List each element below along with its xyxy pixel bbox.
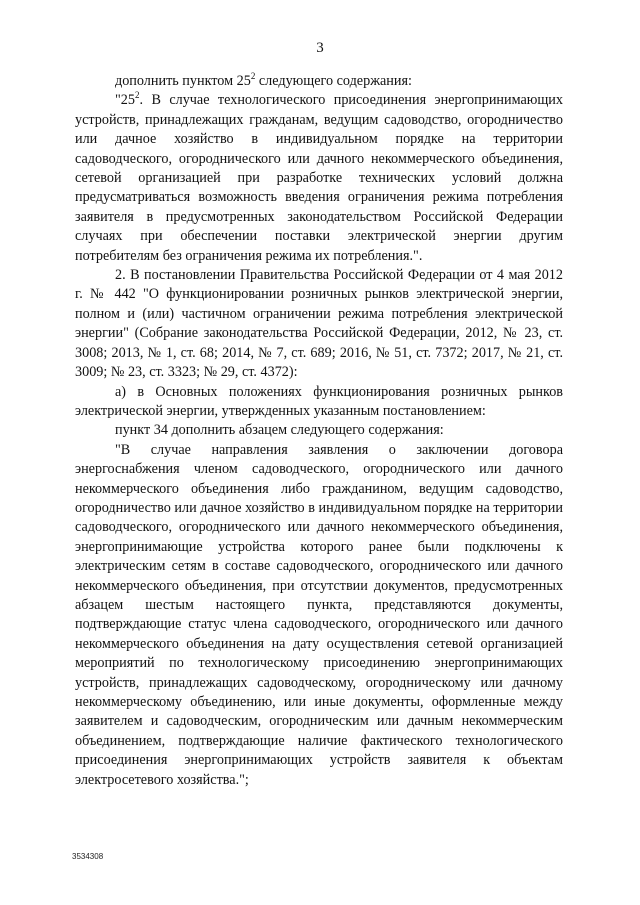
paragraph-subitem-a: а) в Основных положениях функционирования розничных рынков электрической энергии, утвержденных указанным постановлением: bbox=[75, 383, 563, 419]
document-body bbox=[75, 72, 563, 790]
page-number: 3 bbox=[316, 40, 324, 56]
clause-number: "25 bbox=[115, 92, 135, 109]
paragraph-clause-25-2 bbox=[75, 91, 563, 266]
paragraph-amend-intro bbox=[75, 72, 563, 91]
paragraph-point-34: пункт 34 дополнить абзацем следующего содержания: bbox=[115, 422, 444, 439]
document-code: 3534308 bbox=[72, 852, 104, 861]
paragraph-item-2: 2. В постановлении Правительства Российской Федерации от 4 мая 2012 г. № 442 "О функционировании розничных рынков электрической энергии, полном и (или) частичном ограничении режима потребления электрической энергии" (Собрание законодательства Российской Федерации, 2012, № 23, ст. 3008; 2013, № 1, ст. 68; 2014, № 7, ст. 689; 2016, № 51, ст. 7372; 2017, № 21, ст. 3009; № 23, ст. 3323; № 29, ст. 4372): bbox=[75, 267, 563, 381]
clause-text: . В случае технологического присоединения энергопринимающих устройств, принадлежащих гражданам, ведущим садоводство, огородничество или дачное хозяйство в индивидуальном порядке на территории садоводческого, огороднического или дачного некоммерческого объединения, сетевой организацией при разработке технических условий должна предусматриваться возможность введения ограничения режима потребления заявителя в предусмотренных законодательством Российской Федерации случаях при обеспечении поставки электрической энергии другим потребителям без ограничения режима их потребления.". bbox=[75, 92, 563, 264]
superscript: 2 bbox=[134, 90, 140, 101]
paragraph-amend-intro-text: дополнить пунктом 25 bbox=[115, 73, 251, 89]
paragraph-new-abzats: "В случае направления заявления о заключении договора энергоснабжения членом садоводческого, огороднического или дачного некоммерческого объединения либо гражданином, ведущим садоводство, огородничество или дачное хозяйство в индивидуальном порядке на территории садоводческого, огороднического или дачного некоммерческого объединения, энергопринимающие устройства которого ранее были подключены к электрическим сетям в составе садоводческого, огороднического или дачного некоммерческого объединения, при отсутствии документов, предусмотренных абзацем шестым настоящего пункта, представляются документы, подтверждающие статус члена садоводческого, огороднического или дачного некоммерческого объединения на дату осуществления сетевой организацией мероприятий по технологическому присоединению энергопринимающих устройств, принадлежащих садоводческому, огородническому или дачному некоммерческому объединению, или иные документы, оформленные между заявителем и садоводческим, огородническим или дачным некоммерческим объединением, подтверждающие наличие фактического технологического присоединения энергопринимающих устройств заявителя к объектам электросетевого хозяйства."; bbox=[75, 441, 563, 788]
superscript: 2 bbox=[250, 71, 256, 81]
paragraph-amend-intro-tail: следующего содержания: bbox=[255, 73, 412, 89]
